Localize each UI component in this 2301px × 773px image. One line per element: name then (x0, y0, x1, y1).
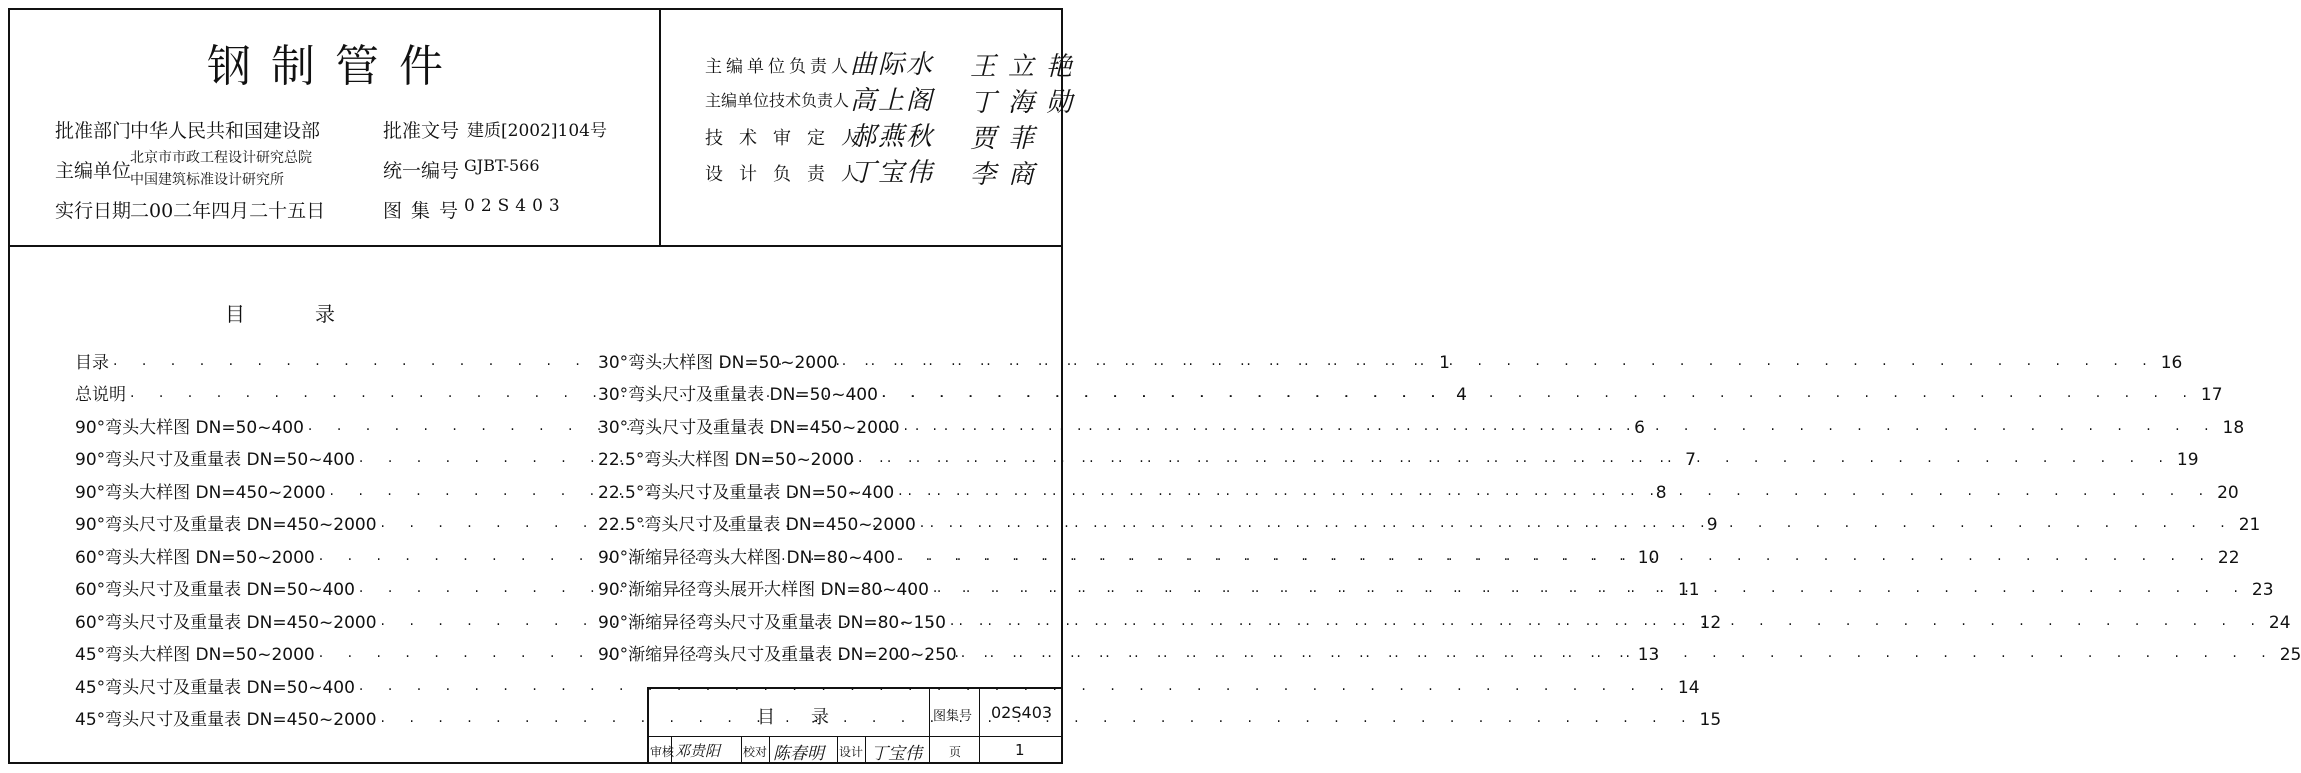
role-label: 设计负责人 (705, 164, 875, 185)
toc-entry-label: 90°渐缩异径弯头展开大样图 DN=80~400 (598, 580, 929, 600)
toc-entry-page: 18 (2222, 417, 2245, 438)
toc-entry-page: 13 (1637, 645, 1660, 665)
title-block-atlas-value: 02S403 (991, 703, 1053, 722)
toc-entry-label: 30°弯头尺寸及重量表 DN=50~400 (598, 385, 878, 405)
toc-entry-page: 19 (2176, 450, 2199, 470)
toc-entry-page: 8 (1655, 482, 1667, 503)
leader-dots (899, 552, 2214, 568)
toc-entry[interactable] (598, 405, 2245, 438)
check-signature: 陈春明 (773, 744, 824, 764)
leader-dots (842, 357, 2157, 373)
toc-entry-page: 12 (1699, 612, 1722, 633)
toc-entry-page: 7 (1685, 450, 1696, 470)
signature: 王立艳 (970, 52, 1085, 82)
toc-entry-page: 1 (1439, 352, 1450, 373)
header-divider (8, 245, 1063, 247)
role-label: 技术审定人 (705, 128, 875, 149)
role-row (705, 160, 1055, 196)
editor-unit-line1: 北京市市政工程设计研究总院 (130, 150, 312, 166)
toc-entry-label: 90°弯头尺寸及重量表 DN=450~2000 (75, 515, 377, 535)
leader-dots (961, 649, 2276, 665)
approval-dept: 中华人民共和国建设部 (130, 120, 321, 142)
role-label: 主编单位负责人 (705, 57, 852, 77)
toc-entry-label: 90°渐缩异径弯头尺寸及重量表 DN=80~150 (598, 612, 946, 633)
signature: 郝燕秋 (850, 122, 935, 152)
signature: 贾菲 (970, 124, 1047, 154)
approval-dept-label: 批准部门 (55, 120, 132, 142)
toc-entry-label: 90°弯头大样图 DN=50~400 (75, 417, 304, 438)
toc-entry[interactable] (598, 503, 2261, 536)
toc-entry-page: 14 (1677, 677, 1700, 698)
toc-entry-label: 目录 (75, 352, 109, 373)
title-block-name (757, 703, 829, 729)
toc-entry-page: 15 (1699, 710, 1722, 730)
page-label: 页 (949, 745, 962, 759)
unified-no: GJBT-566 (464, 156, 540, 175)
toc-entry[interactable] (598, 373, 2223, 406)
toc-entry-label: 90°渐缩异径弯头尺寸及重量表 DN=200~250 (598, 645, 957, 665)
leader-dots (904, 422, 2219, 438)
toc-entry-label: 30°弯头尺寸及重量表 DN=450~2000 (598, 417, 900, 438)
toc-entry-label: 90°弯头大样图 DN=450~2000 (75, 482, 326, 503)
toc-entry-label: 22.5°弯头尺寸及重量表 DN=50~400 (598, 482, 895, 503)
leader-dots (950, 617, 2265, 633)
page-value: 1 (1015, 741, 1025, 759)
effective-date-label: 实行日期 (55, 200, 132, 222)
doc-no-label: 批准文号 (383, 120, 460, 142)
toc-entry-label: 22.5°弯头大样图 DN=50~2000 (598, 450, 854, 470)
responsible-persons (705, 50, 1085, 196)
toc-entry-label: 60°弯头大样图 DN=50~2000 (75, 547, 315, 568)
design-label: 设计 (839, 745, 864, 759)
review-label: 审核 (650, 745, 675, 759)
toc-entry-page: 24 (2268, 612, 2291, 633)
signature: 高上阁 (850, 86, 935, 116)
doc-no: 建质[2002]104号 (467, 121, 607, 141)
toc-entry-label: 60°弯头尺寸及重量表 DN=50~400 (75, 580, 355, 600)
title-block-divider (741, 736, 742, 764)
leader-dots (920, 519, 2235, 535)
toc-entry-page: 10 (1637, 547, 1660, 568)
title-block-name-char: 录 (811, 707, 829, 728)
toc-entry-page: 17 (2200, 385, 2223, 405)
signature: 曲际水 (850, 50, 935, 80)
title-block-divider (865, 736, 866, 764)
title-block (647, 687, 1063, 764)
toc-entry-label: 60°弯头尺寸及重量表 DN=450~2000 (75, 612, 377, 633)
toc-heading-char: 录 (315, 302, 335, 326)
title-block-divider (649, 736, 1061, 737)
title-block-divider (769, 736, 770, 764)
signature: 丁海勋 (970, 88, 1085, 118)
toc-entry-page: 25 (2279, 645, 2301, 665)
check-label: 校对 (743, 745, 768, 759)
toc-entry[interactable] (598, 340, 2183, 373)
toc-entry-label: 45°弯头尺寸及重量表 DN=450~2000 (75, 710, 377, 730)
toc-entry-label: 45°弯头尺寸及重量表 DN=50~400 (75, 677, 355, 698)
review-signature: 邓贵阳 (675, 742, 721, 760)
unified-no-label: 统一编号 (383, 160, 460, 182)
toc-entry-page: 16 (2160, 352, 2183, 373)
atlas-no: 02S403 (464, 196, 566, 216)
design-signature: 丁宝伟 (871, 744, 922, 764)
editor-unit-line2: 中国建筑标准设计研究所 (130, 172, 284, 188)
toc-entry-label: 30°弯头大样图 DN=50~2000 (598, 352, 838, 373)
title-block-divider (929, 689, 930, 762)
toc-entry-page: 6 (1634, 417, 1645, 438)
toc-entry-page: 4 (1456, 385, 1467, 405)
leader-dots (858, 454, 2173, 470)
atlas-no-label: 图集号 (383, 200, 468, 222)
toc-entry-label: 45°弯头大样图 DN=50~2000 (75, 645, 315, 665)
toc-entry-label: 22.5°弯头尺寸及重量表 DN=450~2000 (598, 515, 916, 535)
toc-entry-page: 20 (2217, 482, 2239, 503)
toc-entry-label: 90°渐缩异径弯头大样图 DN=80~400 (598, 547, 895, 568)
toc-entry-page: 23 (2251, 580, 2274, 600)
leader-dots (933, 584, 2248, 600)
title-block-divider (837, 736, 838, 764)
leader-dots (882, 389, 2197, 405)
toc-heading (225, 298, 335, 327)
toc-heading-char: 目 (225, 302, 245, 326)
toc-entry[interactable] (598, 470, 2239, 503)
toc-entry-label: 90°弯头尺寸及重量表 DN=50~400 (75, 450, 355, 470)
toc-entry[interactable] (598, 438, 2199, 471)
title-block-name-char: 目 (757, 707, 775, 728)
effective-date: 二00二年四月二十五日 (130, 200, 326, 222)
toc-entry-page: 21 (2238, 515, 2261, 535)
toc-entry-page: 11 (1677, 580, 1700, 600)
document-title: 钢制管件 (207, 41, 463, 92)
signature: 丁宝伟 (850, 158, 935, 188)
role-label: 主编单位技术负责人 (705, 91, 850, 110)
toc-entry-label: 总说明 (75, 385, 126, 405)
signature: 李商 (970, 160, 1047, 190)
leader-dots (898, 487, 2213, 503)
title-block-divider (979, 689, 980, 762)
title-block-atlas-label: 图集号 (933, 709, 973, 724)
editor-unit-label: 主编单位 (55, 160, 132, 182)
toc-entry[interactable] (75, 665, 1700, 698)
toc-entry-page: 9 (1706, 515, 1718, 535)
toc-entry-page: 22 (2217, 547, 2240, 568)
